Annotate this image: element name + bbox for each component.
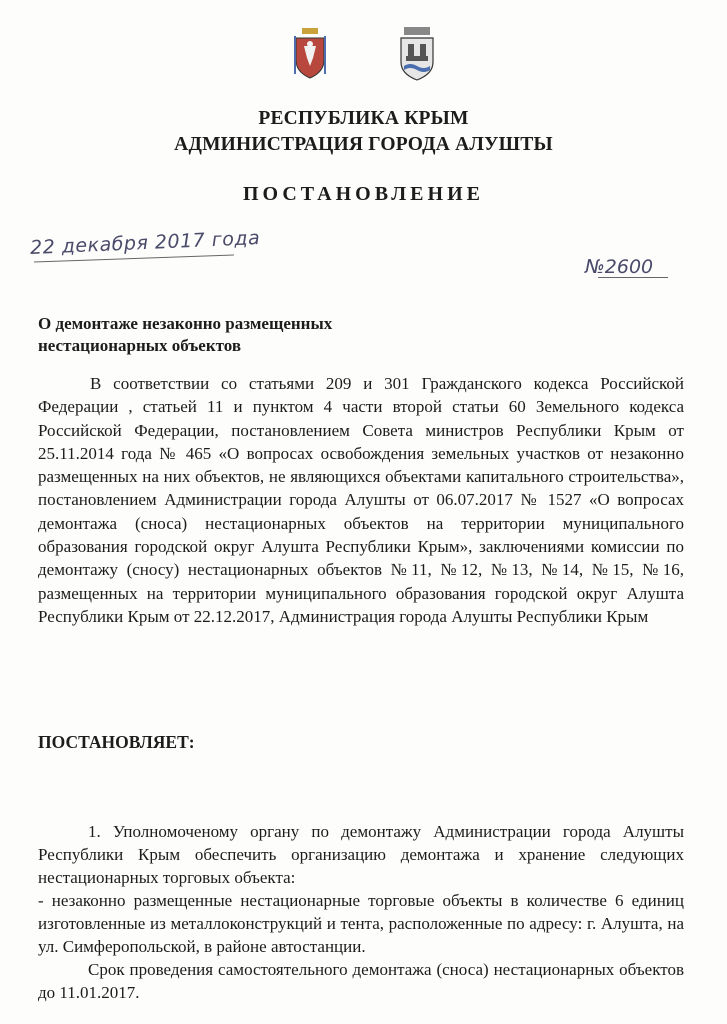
republic-heading: РЕСПУБЛИКА КРЫМ [258, 108, 469, 129]
handwritten-date: 22 декабря 2017 года [29, 226, 261, 260]
subject-line-1: О демонтаже незаконно размещенных [38, 314, 333, 333]
item1-paragraph-1: 1. Уполномоченому органу по демонтажу Администрации города Алушты Республики Крым обеспечить организацию демонтажа и хранение следующих нестационарных торговых объекта: [38, 822, 684, 887]
document-subject [38, 313, 438, 357]
item1-paragraph-2: - незаконно размещенные нестационарные торговые объекты в количестве 6 единиц изготовленные из металлоконструкций и тента, расположенные по адресу: г. Алушта, на ул. Симферопольской, в районе автостанции. [38, 891, 684, 956]
subject-line-2: нестационарных объектов [38, 336, 242, 355]
item1-paragraph-3: Срок проведения самостоятельного демонтажа (сноса) нестационарных объектов до 11.01.2017. [38, 960, 684, 1002]
number-underline [598, 277, 668, 278]
document-type-heading: ПОСТАНОВЛЕНИЕ [243, 183, 484, 205]
administration-heading: АДМИНИСТРАЦИЯ ГОРОДА АЛУШТЫ [174, 134, 553, 155]
alushta-coat-of-arms-icon [397, 26, 437, 82]
decree-word: ПОСТАНОВЛЯЕТ: [38, 732, 195, 752]
decree-item-1 [38, 820, 684, 1004]
preamble-paragraph: В соответствии со статьями 209 и 301 Гражданского кодекса Российской Федерации , статьей 11 и пунктом 4 части второй статьи 60 Земельного кодекса Российской Федерации, постановлением Совета министров Республики Крым от 25.11.2014 года № 465 «О вопросах освобождения земельных участков от незаконно размещенных на них объектов, не являющихся объектами капитального строительства», постановлением Администрации города Алушты от 06.07.2017 № 1527 «О вопросах демонтажа (сноса) нестационарных объектов на территории муниципального образования городской округ Алушта Республики Крым», заключениями комиссии по демонтажу (сносу) нестационарных объектов №11, №12, №13, №14, №15, №16, размещенных на территории муниципального образования городской округ Алушта Республики Крым от 22.12.2017, Администрация города Алушты Республики Крым [38, 374, 684, 626]
crimea-coat-of-arms-icon [293, 26, 327, 80]
handwritten-number: №2600 [585, 256, 654, 278]
